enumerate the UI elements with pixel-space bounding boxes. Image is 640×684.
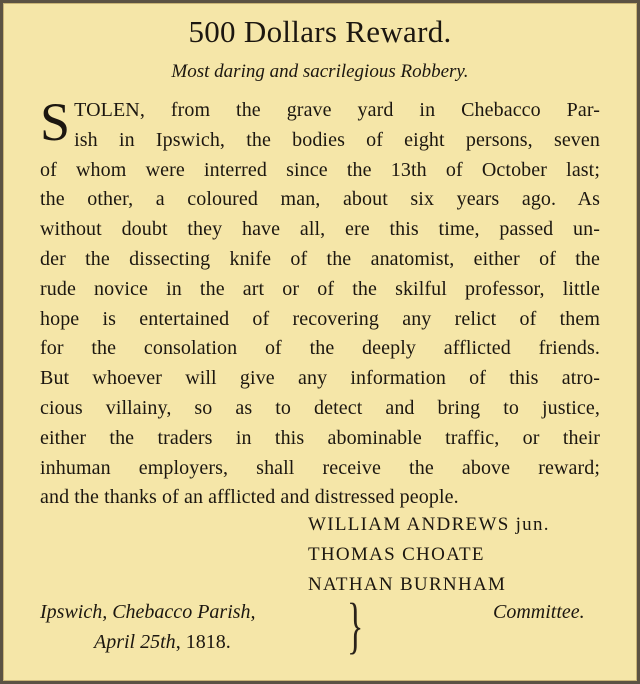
signature-name: WILLIAM ANDREWS jun.: [308, 514, 550, 535]
committee-label: Committee.: [493, 601, 585, 623]
body-line: ish in Ipswich, the bodies of eight persons, seven: [74, 128, 600, 151]
body-line: hope is entertained of recovering any relict of them: [40, 307, 600, 330]
date-year: , 1818.: [175, 631, 231, 653]
body-line: without doubt they have all, ere this time, passed un-: [40, 218, 600, 241]
signature-block: [308, 510, 550, 599]
signature-name: NATHAN BURNHAM: [308, 573, 507, 595]
body-line: the other, a coloured man, about six years ago. As: [40, 188, 600, 211]
body-line: der the dissecting knife of the anatomist, either of the: [40, 247, 600, 270]
notice-subtitle: Most daring and sacrilegious Robbery.: [171, 61, 469, 82]
date-month: April: [94, 631, 136, 653]
brace-glyph: }: [347, 592, 364, 660]
notice-body: [40, 92, 600, 513]
date-day: 25th: [140, 631, 176, 653]
body-line: and the thanks of an afflicted and distressed people.: [40, 486, 459, 509]
body-line: of whom were interred since the 13th of October last;: [40, 158, 600, 181]
drop-cap: S: [40, 92, 71, 152]
body-line: rude novice in the art or of the skilful professor, little: [40, 277, 600, 300]
body-line: But whoever will give any information of this atro-: [40, 367, 600, 390]
body-line: for the consolation of the deeply afflicted friends.: [40, 337, 600, 360]
body-line: either the traders in this abominable traffic, or their: [40, 426, 600, 449]
body-line: inhuman employers, shall receive the above reward;: [40, 456, 600, 479]
place-line: Ipswich, Chebacco Parish,: [40, 601, 256, 623]
date-line: [94, 627, 231, 657]
body-line: cious villainy, so as to detect and bring to justice,: [40, 396, 600, 419]
body-line: TOLEN, from the grave yard in Chebacco Par-: [74, 99, 600, 121]
signature-name: THOMAS CHOATE: [308, 543, 485, 565]
notice-title: 500 Dollars Reward.: [188, 14, 452, 49]
